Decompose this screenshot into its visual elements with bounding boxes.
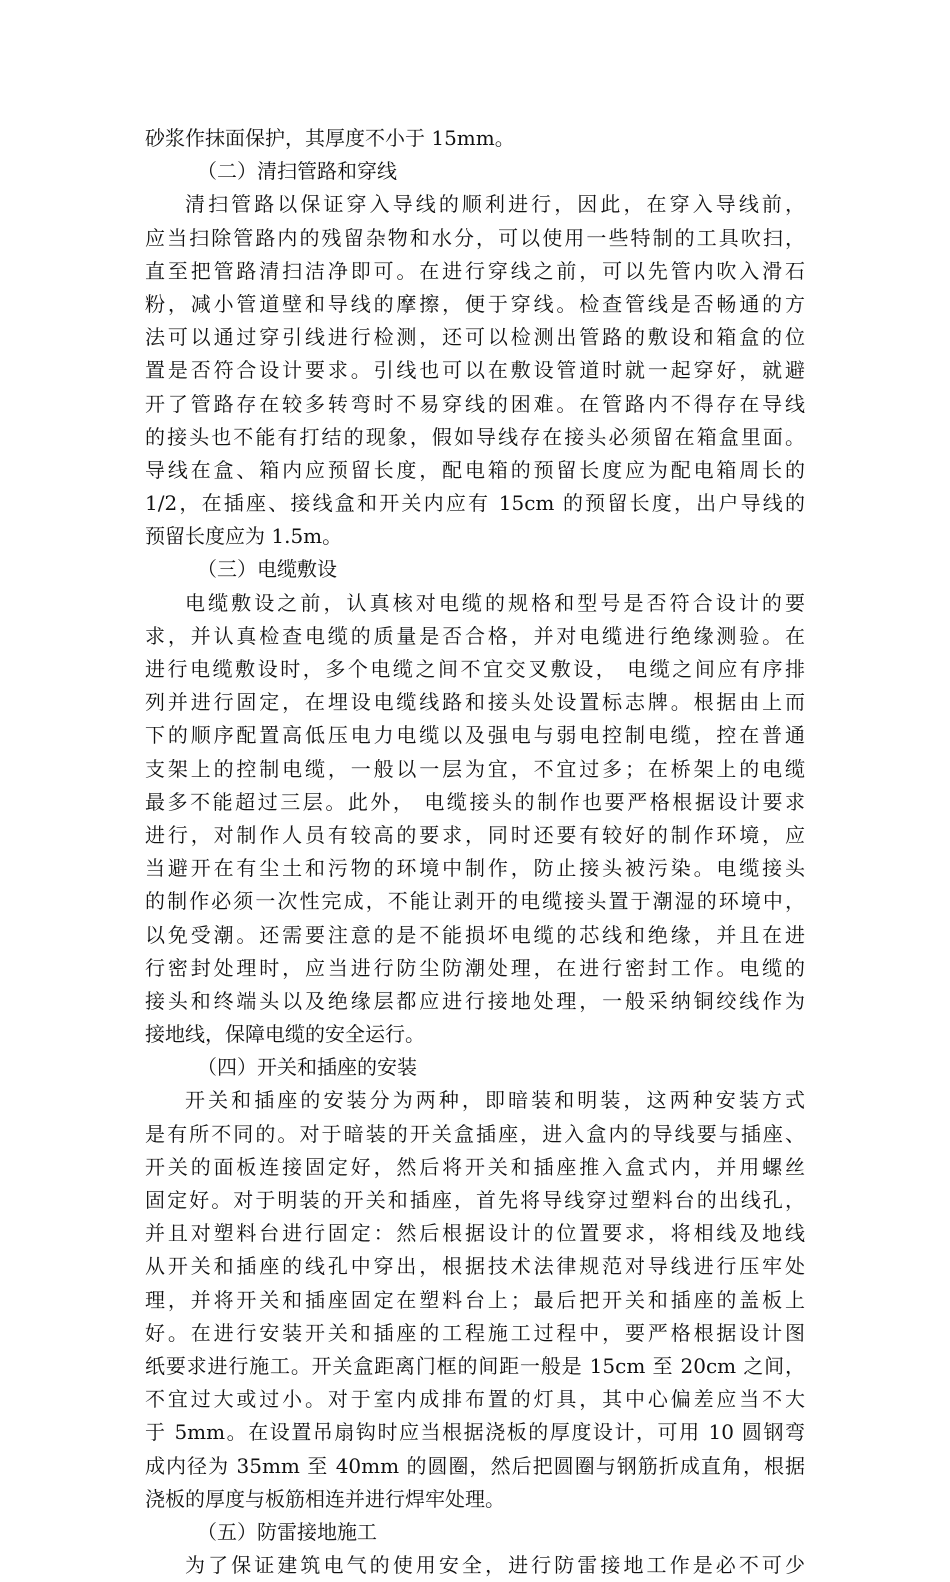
paragraph-line: 列并进行固定，在埋设电缆线路和接头处设置标志牌。根据由上而 [145, 690, 805, 715]
paragraph-line: 清扫管路以保证穿入导线的顺利进行，因此，在穿入导线前， [185, 192, 805, 217]
paragraph-line: 纸要求进行施工。开关盒距离门框的间距一般是 15cm 至 20cm 之间， [145, 1353, 805, 1378]
paragraph-line: 法可以通过穿引线进行检测，还可以检测出管路的敷设和箱盒的位 [145, 325, 805, 350]
paragraph-line: 于 5mm。在设置吊扇钩时应当根据浇板的厚度设计，可用 10 圆钢弯 [145, 1420, 805, 1445]
paragraph-line: 从开关和插座的线孔中穿出，根据技术法律规范对导线进行压牢处 [145, 1254, 805, 1279]
paragraph-line: 开了管路存在较多转弯时不易穿线的困难。在管路内不得存在导线 [145, 391, 805, 416]
paragraph-line: 进行，对制作人员有较高的要求，同时还要有较好的制作环境，应 [145, 822, 805, 847]
paragraph-line: 开关和插座的安装分为两种，即暗装和明装，这两种安装方式 [185, 1088, 805, 1113]
paragraph-line: 下的顺序配置高低压电力电缆以及强电与弱电控制电缆，控在普通 [145, 723, 805, 748]
paragraph-line: 固定好。对于明装的开关和插座，首先将导线穿过塑料台的出线孔， [145, 1188, 805, 1212]
paragraph-line: 接头和终端头以及绝缘层都应进行接地处理，一般采纳铜绞线作为 [145, 988, 805, 1013]
paragraph-line: 行密封处理时，应当进行防尘防潮处理，在进行密封工作。电缆的 [145, 955, 805, 980]
paragraph-line: 最多不能超过三层。此外， 电缆接头的制作也要严格根据设计要求 [145, 789, 805, 814]
body-text [145, 122, 805, 1582]
section-heading: （五）防雷接地施工 [197, 1519, 377, 1544]
paragraph-line: 并且对塑料台进行固定：然后根据设计的位置要求，将相线及地线 [145, 1221, 805, 1246]
paragraph-line: 直至把管路清扫洁净即可。在进行穿线之前，可以先管内吹入滑石 [145, 258, 805, 283]
paragraph-line: 的制作必须一次性完成，不能让剥开的电缆接头置于潮湿的环境中， [145, 889, 805, 914]
paragraph-line: 电缆敷设之前，认真核对电缆的规格和型号是否符合设计的要 [185, 590, 805, 615]
paragraph-line: 求，并认真检查电缆的质量是否合格，并对电缆进行绝缘测验。在 [145, 623, 805, 648]
paragraph-line: 成内径为 35mm 至 40mm 的圆圈，然后把圆圈与钢筋折成直角，根据 [145, 1453, 805, 1478]
paragraph-line: 浇板的厚度与板筋相连并进行焊牢处理。 [145, 1486, 505, 1511]
section-heading: （三）电缆敷设 [197, 557, 337, 582]
paragraph-line: 置是否符合设计要求。引线也可以在敷设管道时就一起穿好，就避 [145, 358, 805, 383]
paragraph-line: 预留长度应为 1.5m。 [145, 524, 343, 549]
paragraph-line: 当避开在有尘土和污物的环境中制作，防止接头被污染。电缆接头 [145, 856, 805, 881]
paragraph-line: 为了保证建筑电气的使用安全，进行防雷接地工作是必不可少 [185, 1553, 805, 1578]
paragraph-line: 粉，减小管道壁和导线的摩擦，便于穿线。检查管线是否畅通的方 [145, 291, 805, 316]
paragraph-line: 支架上的控制电缆，一般以一层为宜，不宜过多；在桥架上的电缆 [145, 756, 805, 781]
paragraph-line: 接地线，保障电缆的安全运行。 [145, 1022, 425, 1047]
paragraph-line: 不宜过大或过小。对于室内成排布置的灯具，其中心偏差应当不大 [145, 1387, 805, 1412]
paragraph-line: 开关的面板连接固定好，然后将开关和插座推入盒式内，并用螺丝 [145, 1154, 805, 1179]
paragraph-line: 以免受潮。还需要注意的是不能损坏电缆的芯线和绝缘，并且在进 [145, 922, 805, 947]
paragraph-line: 导线在盒、箱内应预留长度，配电箱的预留长度应为配电箱周长的 [145, 457, 805, 482]
paragraph-line: 的接头也不能有打结的现象，假如导线存在接头必须留在箱盒里面。 [145, 424, 805, 449]
section-heading: （四）开关和插座的安装 [197, 1055, 417, 1080]
paragraph-line: 好。在进行安装开关和插座的工程施工过程中，要严格根据设计图 [145, 1320, 805, 1345]
section-heading: （二）清扫管路和穿线 [197, 159, 397, 184]
paragraph-line: 进行电缆敷设时，多个电缆之间不宜交叉敷设， 电缆之间应有序排 [145, 657, 805, 681]
paragraph-line: 是有所不同的。对于暗装的开关盒插座，进入盒内的导线要与插座、 [145, 1121, 805, 1146]
paragraph-line: 应当扫除管路内的残留杂物和水分，可以使用一些特制的工具吹扫， [145, 225, 805, 250]
paragraph-line: 砂浆作抹面保护，其厚度不小于 15mm。 [145, 126, 515, 150]
paragraph-line: 理，并将开关和插座固定在塑料台上；最后把开关和插座的盖板上 [145, 1287, 805, 1312]
paragraph-line: 1/2，在插座、接线盒和开关内应有 15cm 的预留长度，出户导线的 [145, 491, 805, 516]
